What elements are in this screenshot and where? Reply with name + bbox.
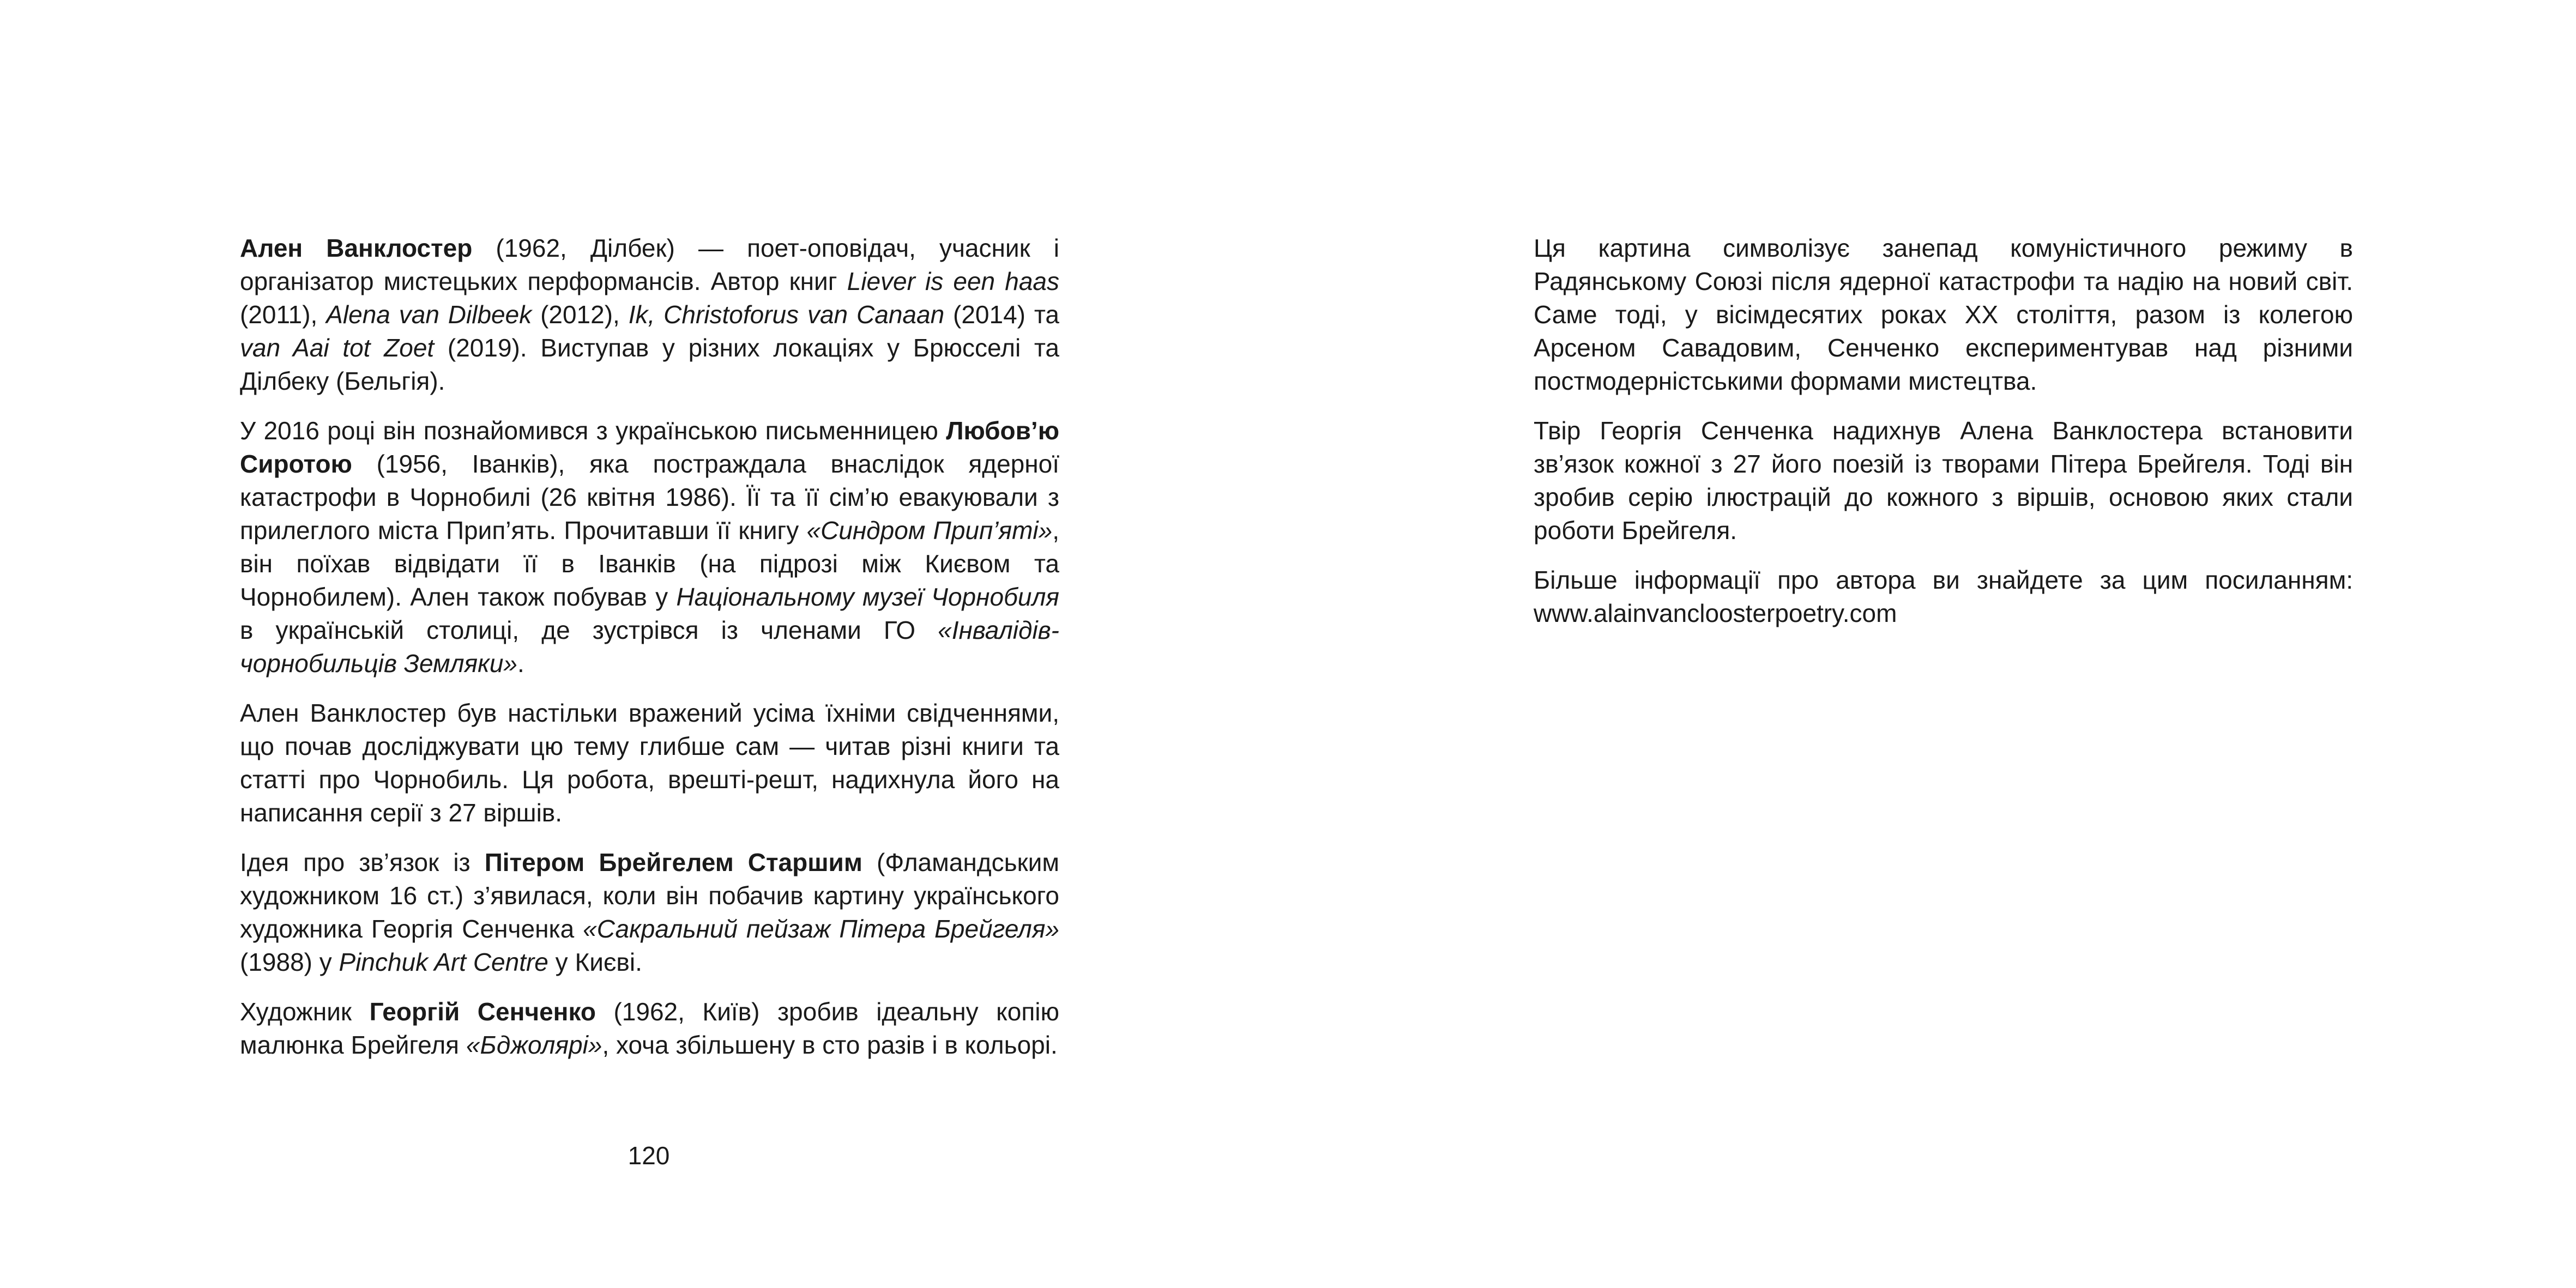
text-run: (2011), — [240, 300, 327, 329]
italic-text: «Сакральний пейзаж Пітера Брейгеля» — [583, 915, 1059, 943]
text-run: (1962, Ділбек) — поет-оповідач, учасник і організатор мистецьких перформансів. Автор книг — [240, 234, 1059, 295]
text-run: (Фламандським художником 16 ст.) з’явилася, коли він побачив картину українського художника Георгія Сенченка — [240, 848, 1059, 943]
text-run: Ідея про зв’язок із — [240, 848, 485, 876]
paragraph — [1534, 564, 2353, 630]
text-run: , хоча збільшену в сто разів і в кольорі. — [602, 1031, 1058, 1059]
text-run: Ален Ванклостер був настільки вражений усіма їхніми свідченнями, що почав досліджувати цю тему глибше сам — читав різні книги та статті про Чорнобиль. Ця робота, врешті-решт, надихнула його на написання серії з 27 віршів. — [240, 699, 1059, 827]
text-run: Ця картина символізує занепад комуністичного режиму в Радянському Союзі після ядерної катастрофи та надію на новий світ. Саме тоді, у вісімдесятих роках XX століття, разом із колегою Арсеном Савадовим, Сенченко експериментував над різними постмодерністськими формами мистецтва. — [1534, 234, 2353, 395]
paragraph — [240, 414, 1059, 680]
paragraph — [240, 232, 1059, 398]
italic-text: Ik, Christoforus van Canaan — [628, 300, 945, 329]
italic-text: Національному музеї Чорнобиля — [676, 583, 1059, 611]
text-run: (2012), — [532, 300, 629, 329]
text-run: . — [517, 649, 524, 678]
text-run: Художник — [240, 997, 370, 1026]
text-run: Більше інформації про автора ви знайдете за цим посиланням: www.alainvancloosterpoetry.com — [1534, 566, 2353, 627]
text-run: (1956, Іванків), яка постраждала внаслідок ядерної катастрофи в Чорнобилі (26 квітня 1986). Її та її сім’ю евакуювали з прилеглого міста Прип’ять. Прочитавши її книгу — [240, 450, 1059, 545]
bold-text: Пітером Брейгелем Старшим — [484, 848, 862, 876]
italic-text: Alena van Dilbeek — [326, 300, 532, 329]
italic-text: van Aai tot Zoet — [240, 334, 435, 362]
paragraph — [1534, 414, 2353, 547]
paragraph — [1534, 232, 2353, 398]
page-number: 120 — [628, 1141, 670, 1170]
italic-text: Pinchuk Art Centre — [339, 948, 548, 976]
text-run: Твір Георгія Сенченка надихнув Алена Ванклостера встановити зв’язок кожної з 27 його поезій із творами Пітера Брейгеля. Тоді він зробив серію ілюстрацій до кожного з віршів, основою яких стали роботи Брейгеля. — [1534, 416, 2353, 545]
bold-text: Ален Ванклостер — [240, 234, 473, 262]
right-page-body — [1534, 232, 2353, 646]
italic-text: «Синдром Прип’яті» — [806, 516, 1053, 545]
text-run: в українській столиці, де зустрівся із членами ГО — [240, 616, 938, 644]
text-run: , він поїхав відвідати її в Іванків (на підрозі між Києвом та Чорнобилем). Ален також побував у — [240, 516, 1059, 611]
paragraph — [240, 846, 1059, 979]
text-run: у Києві. — [548, 948, 642, 976]
paragraph — [240, 697, 1059, 830]
italic-text: «Інвалідів-чорнобильців Земляки» — [240, 616, 1059, 678]
paragraph — [240, 995, 1059, 1062]
bold-text: Георгій Сенченко — [369, 997, 596, 1026]
text-run: (1962, Київ) зробив ідеальну копію малюнка Брейгеля — [240, 997, 1059, 1059]
left-page-body — [240, 232, 1059, 1078]
text-run: (2019). Виступав у різних локаціях у Брюсселі та Ділбеку (Бельгія). — [240, 334, 1059, 395]
text-run: (1988) у — [240, 948, 339, 976]
italic-text: Liever is een haas — [847, 267, 1059, 295]
text-run: У 2016 році він познайомився з українською письменницею — [240, 416, 946, 445]
right-page — [1288, 0, 2576, 1288]
text-run: (2014) та — [944, 300, 1060, 329]
bold-text: Любов’ю Сиротою — [240, 416, 1059, 478]
italic-text: «Бджолярі» — [466, 1031, 602, 1059]
